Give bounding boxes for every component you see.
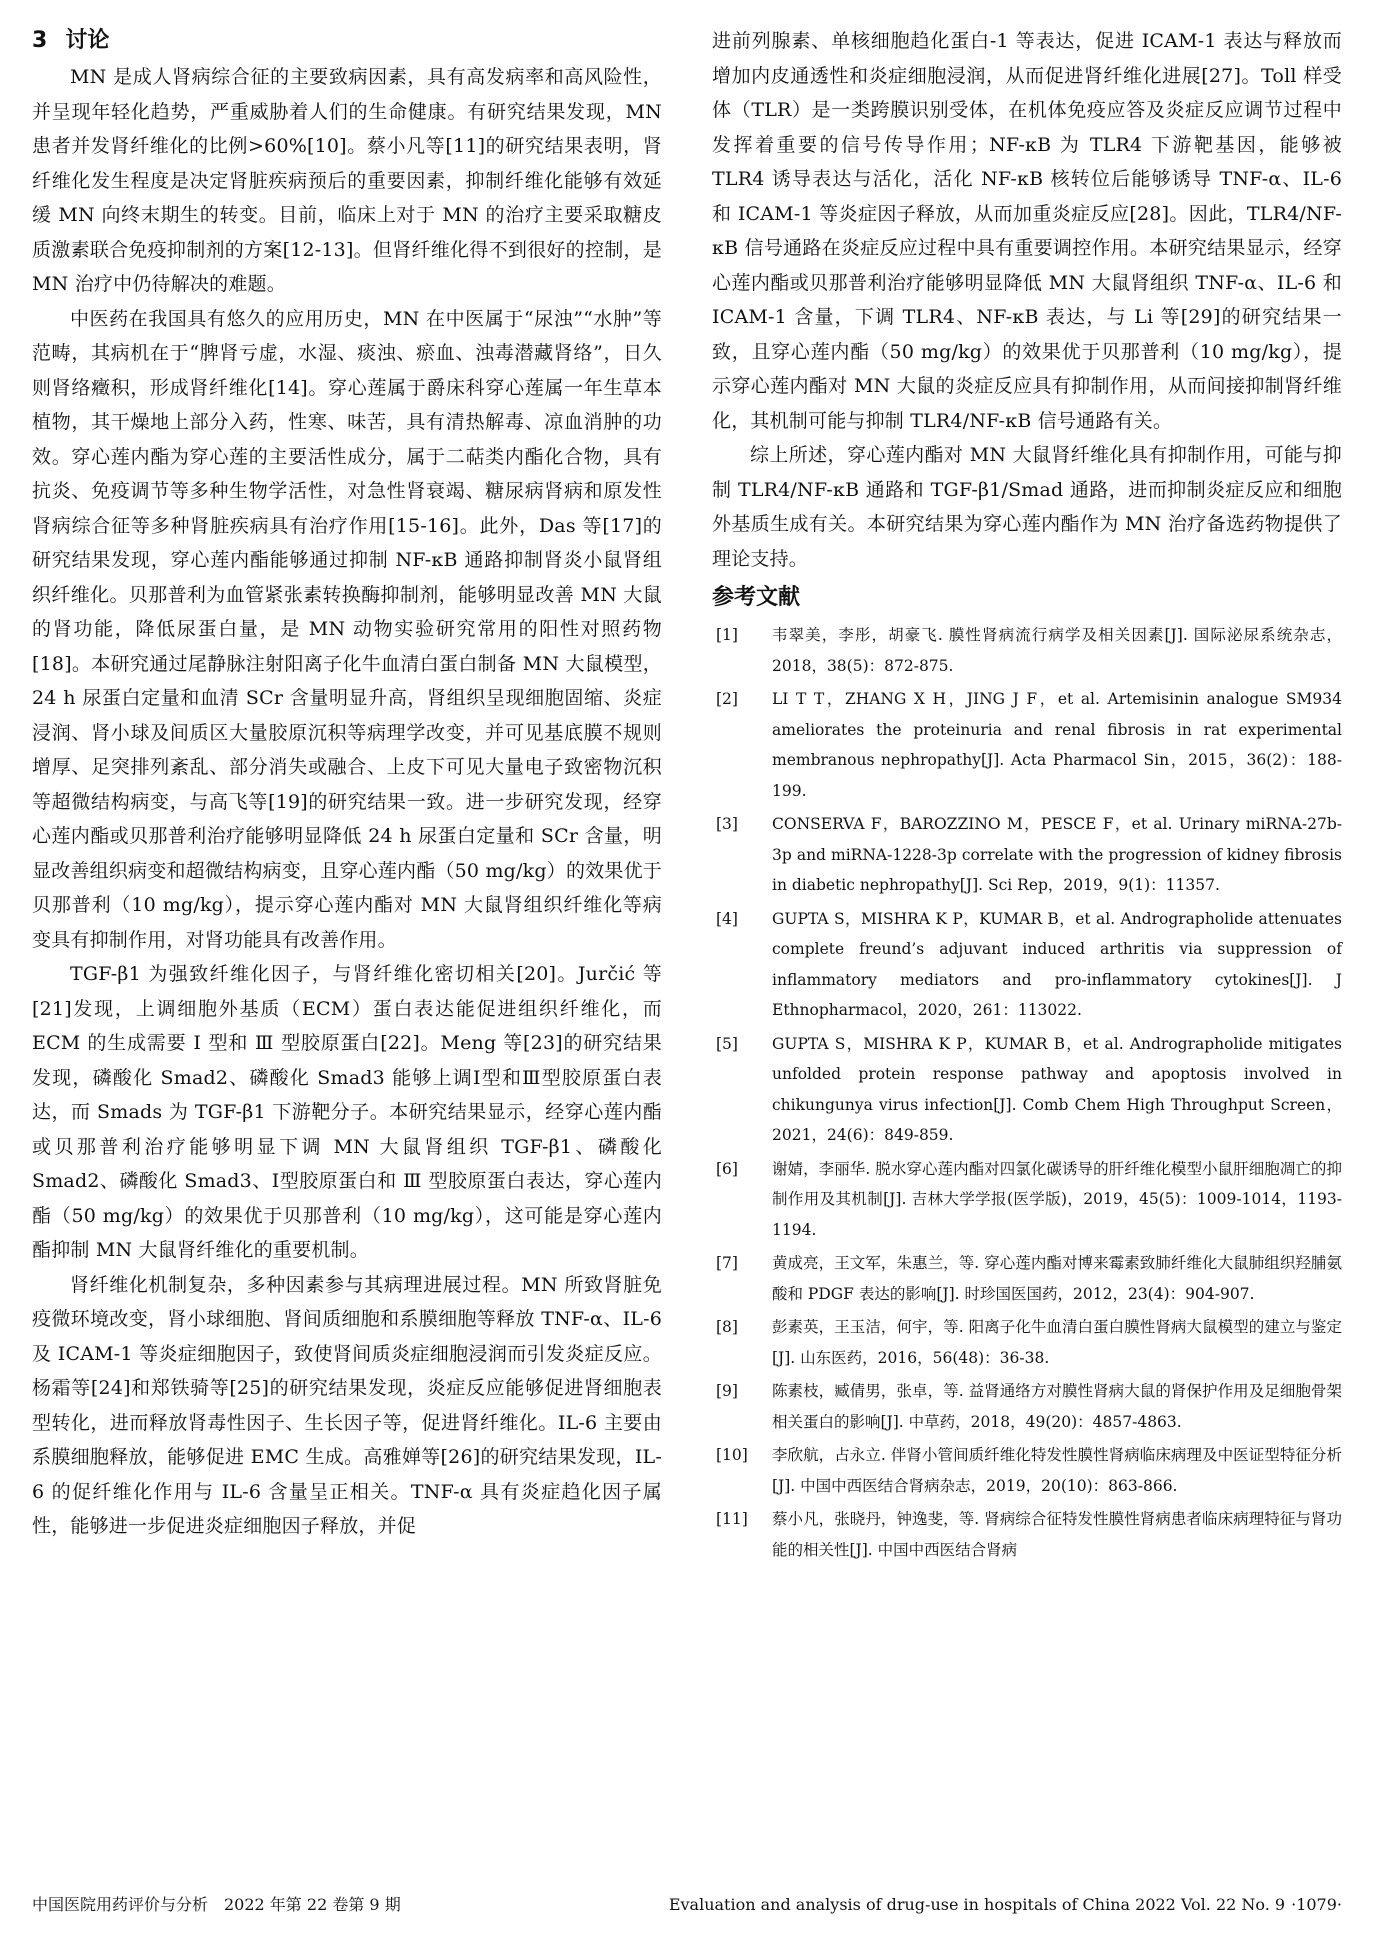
reference-text: 蔡小凡，张晓丹，钟逸斐，等. 肾病综合征特发性膜性肾病患者临床病理特征与肾功能的相关性[J]. 中国中西医结合肾病 — [772, 1510, 1342, 1559]
section-title: 讨论 — [65, 28, 110, 53]
reference-number: [2] — [716, 690, 738, 708]
reference-item — [712, 620, 1342, 681]
reference-number: [6] — [716, 1159, 738, 1178]
reference-number: [7] — [716, 1254, 738, 1272]
reference-text: LI T T，ZHANG X H，JING J F，et al. Artemisinin analogue SM934 ameliorates the proteinuria and renal fibrosis in rat experimental membranous nephropathy[J]. Acta Pharmacol Sin，2015，36(2)：188-199. — [772, 690, 1342, 800]
reference-text: 韦翠美，李彤，胡豪飞. 膜性肾病流行病学及相关因素[J]. 国际泌尿系统杂志，2018，38(5)：872-875. — [772, 626, 1342, 675]
reference-number: [11] — [716, 1510, 748, 1528]
reference-item — [712, 1504, 1342, 1565]
reference-number: [3] — [716, 815, 738, 833]
reference-text: 李欣航，占永立. 伴肾小管间质纤维化特发性膜性肾病临床病理及中医证型特征分析[J]. 中国中西医结合肾病杂志，2019，20(10)：863-866. — [772, 1446, 1342, 1495]
reference-text: GUPTA S，MISHRA K P，KUMAR B，et al. Andrographolide attenuates complete freund’s adjuvant induced arthritis via suppression of inflammatory mediators and pro-inflammatory cytokines[J]. J Ethnopharmacol，2020，261：113022. — [772, 909, 1342, 1019]
reference-item — [712, 1029, 1342, 1151]
footer-journal-cn: 中国医院用药评价与分析 2022 年第 22 卷第 9 期 — [32, 1895, 401, 1914]
page-number: ·1079· — [1291, 1895, 1342, 1914]
reference-number: [9] — [716, 1382, 738, 1400]
section-number: 3 — [32, 28, 48, 53]
body-paragraph: TGF-β1 为强致纤维化因子，与肾纤维化密切相关[20]。Jurčić 等[21]发现，上调细胞外基质（ECM）蛋白表达能促进组织纤维化，而 ECM 的生成需要 Ⅰ 型和 Ⅲ 型胶原蛋白[22]。Meng 等[23]的研究结果发现，磷酸化 Smad2、磷酸化 Smad3 能够上调Ⅰ型和Ⅲ型胶原蛋白表达，而 Smads 为 TGF-β1 下游靶分子。本研究结果显示，经穿心莲内酯或贝那普利治疗能够明显下调 MN 大鼠肾组织 TGF-β1、磷酸化 Smad2、磷酸化 Smad3、Ⅰ型胶原蛋白和 Ⅲ 型胶原蛋白表达，穿心莲内酯（50 mg/kg）的效果优于贝那普利（10 mg/kg），这可能是穿心莲内酯抑制 MN 大鼠肾纤维化的重要机制。 — [32, 963, 662, 1261]
reference-item — [712, 684, 1342, 806]
reference-item — [712, 1248, 1342, 1309]
reference-text: 陈素枝，臧倩男，张卓，等. 益肾通络方对膜性肾病大鼠的肾保护作用及足细胞骨架相关蛋白的影响[J]. 中草药，2018，49(20)：4857-4863. — [772, 1382, 1342, 1431]
reference-text: GUPTA S，MISHRA K P，KUMAR B，et al. Andrographolide mitigates unfolded protein response pathway and apoptosis involved in chikungunya virus infection[J]. Comb Chem High Throughput Screen，2021，24(6)：849-859. — [772, 1034, 1342, 1144]
reference-number: [1] — [716, 626, 738, 644]
body-paragraph-continued: 进前列腺素、单核细胞趋化蛋白-1 等表达，促进 ICAM-1 表达与释放而增加内皮通透性和炎症细胞浸润，从而促进肾纤维化进展[27]。Toll 样受体（TLR）是一类跨膜识别受体，在机体免疫应答及炎症反应调节过程中发挥着重要的信号传导作用；NF-κB 为 TLR4 下游靶基因，能够被 TLR4 诱导表达与活化，活化 NF-κB 核转位后能够诱导 TNF-α、IL-6 和 ICAM-1 等炎症因子释放，从而加重炎症反应[28]。因此，TLR4/NF-κB 信号通路在炎症反应过程中具有重要调控作用。本研究结果显示，经穿心莲内酯或贝那普利治疗能够明显降低 MN 大鼠肾组织 TNF-α、IL-6 和 ICAM-1 含量，下调 TLR4、NF-κB 表达，与 Li 等[29]的研究结果一致，且穿心莲内酯（50 mg/kg）的效果优于贝那普利（10 mg/kg），提示穿心莲内酯对 MN 大鼠的炎症反应具有抑制作用，从而间接抑制肾纤维化，其机制可能与抑制 TLR4/NF-κB 信号通路有关。 — [712, 30, 1342, 432]
left-column — [32, 24, 662, 1544]
footer-journal-en-text: Evaluation and analysis of drug-use in hospitals of China 2022 Vol. 22 No. 9 — [668, 1895, 1286, 1914]
body-paragraph: 肾纤维化机制复杂，多种因素参与其病理进展过程。MN 所致肾脏免疫微环境改变，肾小球细胞、肾间质细胞和系膜细胞等释放 TNF-α、IL-6 及 ICAM-1 等炎症细胞因子，致使肾间质炎症细胞浸润而引发炎症反应。杨霜等[24]和郑铁骑等[25]的研究结果发现，炎症反应能够促进肾细胞表型转化，进而释放肾毒性因子、生长因子等，促进肾纤维化。IL-6 主要由系膜细胞释放，能够促进 EMC 生成。高雅婵等[26]的研究结果发现，IL-6 的促纤维化作用与 IL-6 含量呈正相关。TNF-α 具有炎症趋化因子属性，能够进一步促进炎症细胞因子释放，并促 — [32, 1273, 662, 1537]
reference-item — [712, 1312, 1342, 1373]
right-column — [712, 24, 1342, 1568]
reference-item — [712, 1440, 1342, 1501]
reference-text: 彭素英，王玉洁，何宇，等. 阳离子化牛血清白蛋白膜性肾病大鼠模型的建立与鉴定[J]. 山东医药，2016，56(48)：36-38. — [772, 1318, 1342, 1367]
reference-text: 谢婧，李丽华. 脱水穿心莲内酯对四氯化碳诱导的肝纤维化模型小鼠肝细胞凋亡的抑制作用及其机制[J]. 吉林大学学报(医学版)，2019，45(5)：1009-1014，1193-1194. — [772, 1159, 1342, 1239]
page-footer — [32, 1890, 1342, 1920]
references-heading: 参考文献 — [712, 585, 801, 610]
body-paragraph: 中医药在我国具有悠久的应用历史，MN 在中医属于“尿浊”“水肿”等范畴，其病机在于“脾肾亏虚，水湿、痰浊、瘀血、浊毒潜藏肾络”，日久则肾络癥积，形成肾纤维化[14]。穿心莲属于爵床科穿心莲属一年生草本植物，其干燥地上部分入药，性寒、味苦，具有清热解毒、凉血消肿的功效。穿心莲内酯为穿心莲的主要活性成分，属于二萜类内酯化合物，具有抗炎、免疫调节等多种生物学活性，对急性肾衰竭、糖尿病肾病和原发性肾病综合征等多种肾脏疾病具有治疗作用[15-16]。此外，Das 等[17]的研究结果发现，穿心莲内酯能够通过抑制 NF-κB 通路抑制肾炎小鼠肾组织纤维化。贝那普利为血管紧张素转换酶抑制剂，能够明显改善 MN 大鼠的肾功能，降低尿蛋白量，是 MN 动物实验研究常用的阳性对照药物[18]。本研究通过尾静脉注射阳离子化牛血清白蛋白制备 MN 大鼠模型，24 h 尿蛋白定量和血清 SCr 含量明显升高，肾组织呈现细胞固缩、炎症浸润、肾小球及间质区大量胶原沉积等病理学改变，并可见基底膜不规则增厚、足突排列紊乱、部分消失或融合、上皮下可见大量电子致密物沉积等超微结构病变，与高飞等[19]的研究结果一致。进一步研究发现，经穿心莲内酯或贝那普利治疗能够明显降低 24 h 尿蛋白定量和 SCr 含量，明显改善组织病变和超微结构病变，且穿心莲内酯（50 mg/kg）的效果优于贝那普利（10 mg/kg），提示穿心莲内酯对 MN 大鼠肾组织纤维化等病变具有抑制作用，对肾功能具有改善作用。 — [32, 307, 662, 951]
reference-item — [712, 904, 1342, 1026]
section-heading — [32, 24, 662, 58]
conclusion-paragraph: 综上所述，穿心莲内酯对 MN 大鼠肾纤维化具有抑制作用，可能与抑制 TLR4/NF-κB 通路和 TGF-β1/Smad 通路，进而抑制炎症反应和细胞外基质生成有关。本研究结果为穿心莲内酯作为 MN 治疗备选药物提供了理论支持。 — [712, 444, 1342, 570]
reference-number: [10] — [716, 1446, 748, 1464]
reference-number: [8] — [716, 1318, 738, 1336]
reference-item — [712, 809, 1342, 901]
reference-number: [5] — [716, 1034, 738, 1053]
reference-item — [712, 1376, 1342, 1437]
reference-text: CONSERVA F，BAROZZINO M，PESCE F，et al. Urinary miRNA-27b-3p and miRNA-1228-3p correlate with the progression of kidney fibrosis in diabetic nephropathy[J]. Sci Rep，2019，9(1)：11357. — [772, 815, 1342, 894]
reference-number: [4] — [716, 909, 738, 928]
body-paragraph: MN 是成人肾病综合征的主要致病因素，具有高发病率和高风险性，并呈现年轻化趋势，严重威胁着人们的生命健康。有研究结果发现，MN 患者并发肾纤维化的比例>60%[10]。蔡小凡等[11]的研究结果表明，肾纤维化发生程度是决定肾脏疾病预后的重要因素，抑制纤维化能够有效延缓 MN 向终末期生的转变。目前，临床上对于 MN 的治疗主要采取糖皮质激素联合免疫抑制剂的方案[12-13]。但肾纤维化得不到很好的控制，是 MN 治疗中仍待解决的难题。 — [32, 66, 662, 295]
reference-text: 黄成亮，王文军，朱惠兰，等. 穿心莲内酯对博来霉素致肺纤维化大鼠肺组织羟脯氨酸和 PDGF 表达的影响[J]. 时珍国医国药，2012，23(4)：904-907. — [772, 1254, 1342, 1303]
reference-list — [712, 620, 1342, 1565]
reference-item — [712, 1154, 1342, 1246]
footer-journal-en — [669, 1890, 1342, 1920]
